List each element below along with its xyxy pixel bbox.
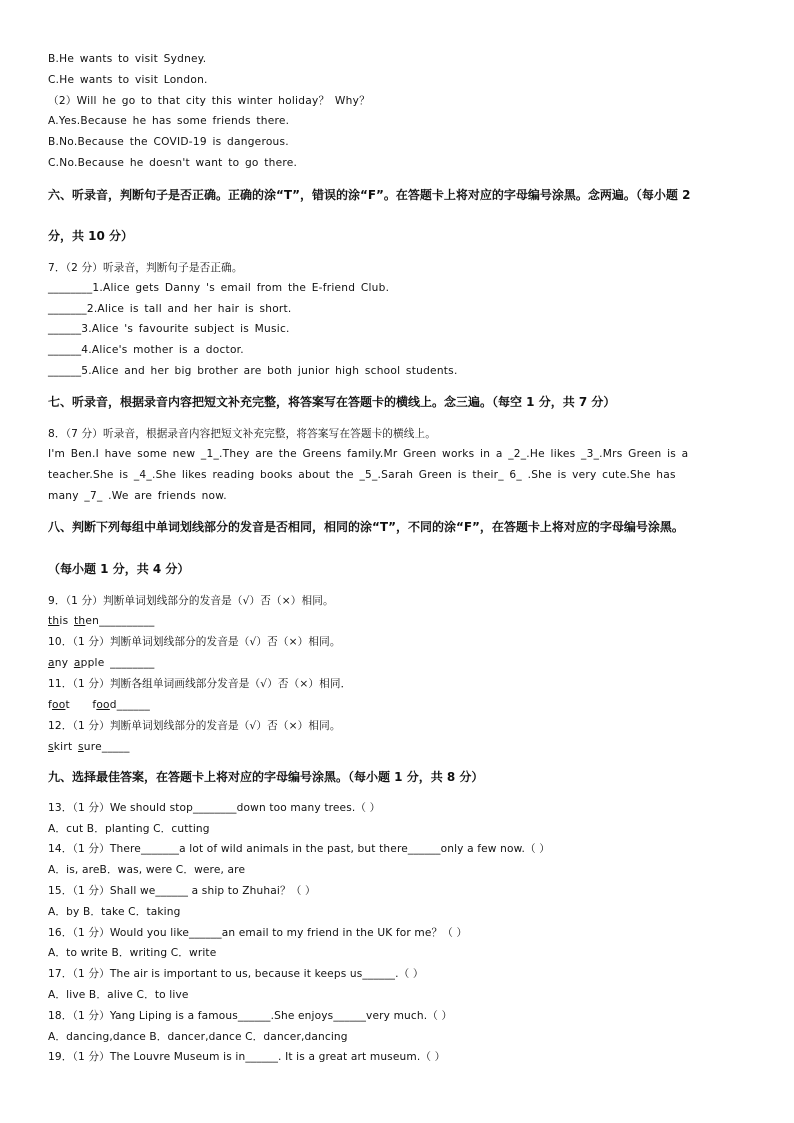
statement-5: ______5.Alice and her big brother are both junior high school students. <box>48 365 458 377</box>
question-12-words: skirt sure_____ <box>48 741 130 753</box>
option-c: C.He wants to visit London. <box>48 74 208 86</box>
question-11-words: foot food______ <box>48 699 151 711</box>
section-6-title: 六、听录音，判断句子是否正确。正确的涂“T”，错误的涂“F”。在答题卡上将对应的字母编号涂黑。念两遍。（每小题 2 <box>48 188 691 202</box>
underline-part: s <box>78 741 84 753</box>
underline-part: a <box>48 657 55 669</box>
question-7-stem: 7．（2 分）听录音，判断句子是否正确。 <box>48 262 243 274</box>
statement-1: ________1.Alice gets Danny 's email from the E-friend Club. <box>48 282 390 294</box>
question-11-stem: 11．（1 分）判断各组单词画线部分发音是（√）否（×）相同． <box>48 678 352 690</box>
question-15-options: A．by B．take C．taking <box>48 906 181 918</box>
statement-2: _______2.Alice is tall and her hair is short. <box>48 303 292 315</box>
passage-line-1: I'm Ben.I have some new _1_.They are the Greens family.Mr Green works in a _2_.He likes _3_.Mrs Green is a <box>48 448 689 460</box>
question-14-options: A．is, areB．was, were C．were, are <box>48 864 246 876</box>
question-8-stem: 8．（7 分）听录音，根据录音内容把短文补充完整，将答案写在答题卡的横线上。 <box>48 428 437 440</box>
question-17-stem: 17．（1 分）The air is important to us, because it keeps us______.（ ） <box>48 968 424 980</box>
underline-part: th <box>48 615 60 627</box>
section-6-title-cont: 分，共 10 分） <box>48 229 134 243</box>
question-10-words: any apple ________ <box>48 657 155 669</box>
answer-blank: __________ <box>99 615 155 627</box>
question-10-stem: 10．（1 分）判断单词划线部分的发音是（√）否（×）相同。 <box>48 636 341 648</box>
underline-part: oo <box>51 699 66 711</box>
question-2-option-b: B.No.Because the COVID-19 is dangerous. <box>48 136 289 148</box>
question-2-stem: （2）Will he go to that city this winter holiday？ Why？ <box>48 95 370 107</box>
question-18-options: A．dancing,dance B．dancer,dance C．dancer,dancing <box>48 1031 348 1043</box>
underline-part: oo <box>96 699 110 711</box>
section-8-title: 八、判断下列每组中单词划线部分的发音是否相同，相同的涂“T”，不同的涂“F”，在答题卡上将对应的字母编号涂黑。 <box>48 520 684 534</box>
underline-part: a <box>73 657 81 669</box>
passage-line-3: many _7_ .We are friends now. <box>48 490 227 502</box>
question-12-stem: 12．（1 分）判断单词划线部分的发音是（√）否（×）相同。 <box>48 720 341 732</box>
answer-blank: ________ <box>110 657 155 669</box>
question-19-stem: 19．（1 分）The Louvre Museum is in______. It is a great art museum.（ ） <box>48 1051 446 1063</box>
statement-4: ______4.Alice's mother is a doctor. <box>48 344 244 356</box>
question-14-stem: 14．（1 分）There_______a lot of wild animals in the past, but there______only a few now.（ ） <box>48 843 550 855</box>
statement-3: ______3.Alice 's favourite subject is Music. <box>48 323 290 335</box>
question-9-stem: 9．（1 分）判断单词划线部分的发音是（√）否（×）相同。 <box>48 595 334 607</box>
question-16-options: A．to write B．writing C．write <box>48 947 217 959</box>
underline-part: s <box>48 741 54 753</box>
section-7-title: 七、听录音，根据录音内容把短文补充完整，将答案写在答题卡的横线上。念三遍。（每空 1 分，共 7 分） <box>48 395 616 409</box>
question-13-stem: 13．（1 分）We should stop________down too many trees.（ ） <box>48 802 381 814</box>
question-2-option-c: C.No.Because he doesn't want to go there. <box>48 157 298 169</box>
question-17-options: A．live B．alive C．to live <box>48 989 189 1001</box>
section-9-title: 九、选择最佳答案，在答题卡上将对应的字母编号涂黑。（每小题 1 分，共 8 分） <box>48 770 484 784</box>
question-2-option-a: A.Yes.Because he has some friends there. <box>48 115 290 127</box>
answer-blank: ______ <box>116 699 151 711</box>
option-b: B.He wants to visit Sydney. <box>48 53 207 65</box>
answer-blank: _____ <box>101 741 130 753</box>
section-8-title-cont: （每小题 1 分，共 4 分） <box>48 562 190 576</box>
underline-part: th <box>73 615 86 627</box>
question-15-stem: 15．（1 分）Shall we______ a ship to Zhuhai？（ ） <box>48 885 316 897</box>
question-18-stem: 18．（1 分）Yang Liping is a famous______.She enjoys______very much.（ ） <box>48 1010 453 1022</box>
question-9-words: this then__________ <box>48 615 155 627</box>
question-13-options: A．cut B．planting C．cutting <box>48 823 210 835</box>
passage-line-2: teacher.She is _4_.She likes reading books about the _5_.Sarah Green is their_ 6_ .She is very cute.She has <box>48 469 676 481</box>
question-16-stem: 16．（1 分）Would you like______an email to my friend in the UK for me？（ ） <box>48 927 468 939</box>
